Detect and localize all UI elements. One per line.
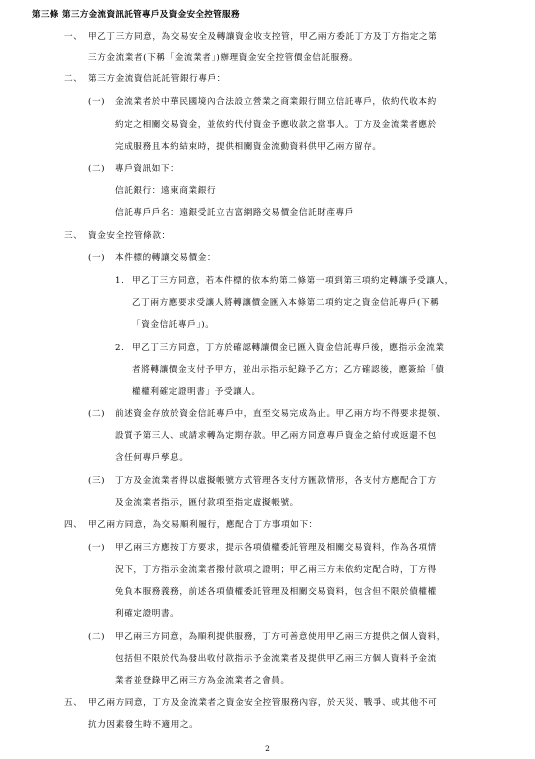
section-number: 二、 [64,74,83,84]
paragraph-line: 抗力因素發生時不適用之。 [88,720,199,730]
subsection-heading: 本件標的轉讓交易價金： [115,253,217,263]
paragraph-line: 甲乙兩三方同意，為順利提供服務，丁方可善意使用甲乙兩三方提供之個人資料， [115,632,446,642]
paragraph-line: 者將轉讓價金支付予甲方，並出示指示紀錄予乙方；乙方確認後，應簽給「債 [132,365,445,375]
paragraph-line: 甲乙兩三方應按丁方要求，提示各項債權委託管理及相關交易資料，作為各項情 [115,543,437,553]
section-heading: 第三方金流資信託託管銀行專戶： [88,74,226,84]
subsection-number: (二) [88,632,106,642]
paragraph-line: 金流業者於中華民國境內合法設立營業之商業銀行開立信託專戶，依約代收本約 [115,97,437,107]
page-number: 2 [265,744,270,753]
subsection-number: (三) [88,476,106,486]
subsection-number: (一) [88,543,106,553]
paragraph-line: 甲乙丁三方同意，若本件標的依本約第二條第一項到第三項約定轉讓予受讓人， [132,276,454,286]
paragraph-line: 甲乙兩方同意，丁方及金流業者之資金安全控管服務內容，於天災、戰爭、或其他不可 [88,698,438,708]
paragraph-line: 權權利確定證明書」予受讓人。 [132,387,261,397]
subsection-number: (二) [88,164,106,174]
subsection-heading: 專戶資訊如下： [115,164,180,174]
paragraph-line: 及金流業者指示，匯付款項至指定虛擬帳號。 [115,498,299,508]
article-title: 第三條 第三方金流資訊託管專戶及資金安全控管服務 [32,10,240,20]
section-number: 三、 [64,231,83,241]
section-number: 四、 [64,520,83,530]
paragraph-line: 約定之相關交易資金，並依約代付資金予應收款之當事人。丁方及金流業者應於 [115,120,437,130]
paragraph-line: 完成服務且本約結束時，提供相關資金流動資料供甲乙兩方留存。 [115,142,382,152]
paragraph-line: 乙丁兩方應要求受讓人將轉讓價金匯入本條第二項約定之資金信託專戶(下稱 [132,298,440,308]
paragraph-line: 丁方及金流業者得以虛擬帳號方式管理各支付方匯款情形，各支付方應配合丁方 [115,476,437,486]
subsection-number: (二) [88,409,106,419]
paragraph-line: 設質予第三人、或請求轉為定期存款。甲乙兩方同意專戶資金之給付或返還不包 [115,431,437,441]
section-number: 一、 [64,32,83,42]
paragraph-line: 況下，丁方指示金流業者撥付款項之證明；甲乙兩三方未依約定配合時，丁方得 [115,565,437,575]
paragraph-line: 「資金信託專戶」)。 [132,320,215,330]
subsection-number: (一) [88,97,106,107]
subsection-number: (一) [88,253,106,263]
paragraph-line: 甲乙丁三方同意，為交易安全及轉讓資金收支控管，甲乙兩方委託丁方及丁方指定之第 [88,32,438,42]
paragraph-line: 前述資金存放於資金信託專戶中，直至交易完成為止。甲乙兩方均不得要求提領、 [115,409,446,419]
paragraph-line: 甲乙丁三方同意，丁方於確認轉讓價金已匯入資金信託專戶後，應指示金流業 [132,343,445,353]
trust-bank: 信託銀行：遠東商業銀行 [115,186,217,196]
item-number: 1. [115,276,125,286]
paragraph-line: 免負本服務義務，前述各項債權委託管理及相關交易資料，包含但不限於債權權 [115,587,437,597]
section-heading: 甲乙兩方同意，為交易順利履行，應配合丁方事項如下： [88,520,318,530]
trust-account-name: 信託專戶戶名：遠銀受託立吉富網路交易價金信託財產專戶 [115,208,355,218]
paragraph-line: 含任何專戶孳息。 [115,453,189,463]
section-number: 五、 [64,698,83,708]
paragraph-line: 三方金流業者(下稱「金流業者」)辦理資金安全控管價金信託服務。 [88,53,359,63]
paragraph-line: 包括但不限於代為發出收付款指示予金流業者及提供甲乙兩三方個人資料予金流 [115,654,437,664]
section-heading: 資金安全控管條款： [88,231,171,241]
item-number: 2. [115,343,125,353]
paragraph-line: 業者並登錄甲乙兩三方為金流業者之會員。 [115,676,290,686]
paragraph-line: 利確定證明書。 [115,609,180,619]
